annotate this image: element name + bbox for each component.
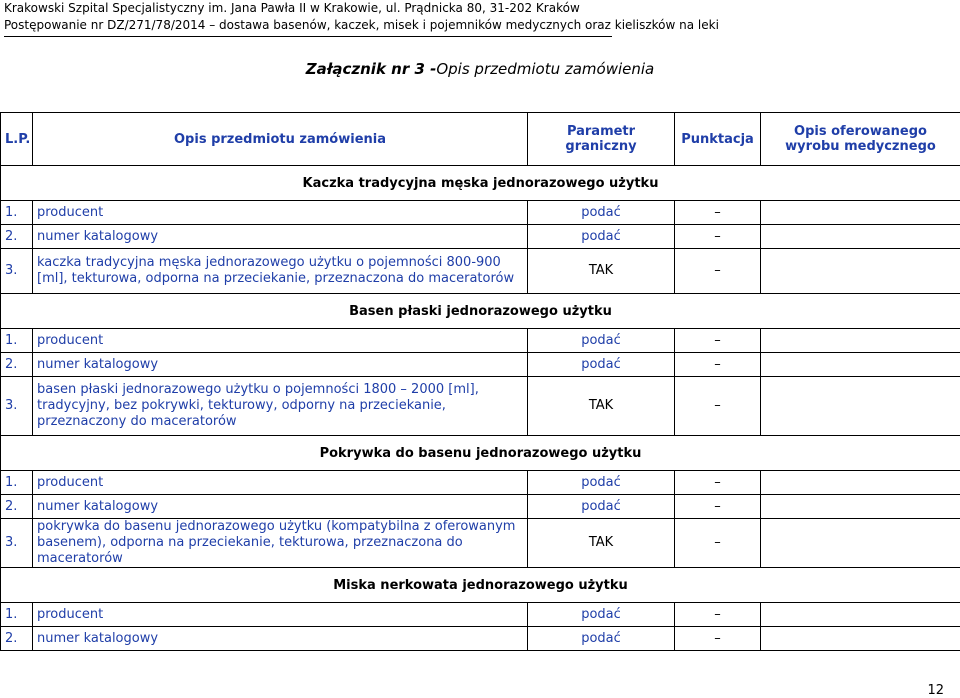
- row-score: –: [675, 603, 761, 627]
- row-description: producent: [33, 603, 528, 627]
- page-title: [0, 60, 960, 78]
- section-row: [1, 568, 960, 603]
- table-row: [1, 249, 960, 294]
- row-offered: [761, 201, 960, 225]
- section-title: Kaczka tradycyjna męska jednorazowego użytku: [1, 166, 960, 201]
- header-line-2: Postępowanie nr DZ/271/78/2014 – dostawa basenów, kaczek, misek i pojemników medycznych oraz kieliszków na leki: [4, 17, 719, 34]
- row-number: 3.: [1, 377, 33, 436]
- row-description: producent: [33, 329, 528, 353]
- row-number: 3.: [1, 519, 33, 568]
- header-parameter: Parametr graniczny: [528, 113, 675, 166]
- table-row: [1, 353, 960, 377]
- row-offered: [761, 225, 960, 249]
- row-number: 2.: [1, 353, 33, 377]
- table-row: [1, 603, 960, 627]
- title-rest: Opis przedmiotu zamówienia: [436, 60, 654, 78]
- section-title: Miska nerkowata jednorazowego użytku: [1, 568, 960, 603]
- row-description: kaczka tradycyjna męska jednorazowego użytku o pojemności 800-900 [ml], tekturowa, odporna na przeciekanie, przeznaczona do maceratorów: [33, 249, 528, 294]
- row-offered: [761, 495, 960, 519]
- row-description: numer katalogowy: [33, 353, 528, 377]
- row-description: producent: [33, 471, 528, 495]
- row-score: –: [675, 353, 761, 377]
- row-offered: [761, 519, 960, 568]
- row-offered: [761, 377, 960, 436]
- row-number: 2.: [1, 627, 33, 651]
- row-number: 2.: [1, 225, 33, 249]
- row-parameter: TAK: [528, 377, 675, 436]
- section-title: Basen płaski jednorazowego użytku: [1, 294, 960, 329]
- row-score: –: [675, 377, 761, 436]
- row-offered: [761, 603, 960, 627]
- specification-table: [0, 112, 960, 651]
- row-parameter: podać: [528, 353, 675, 377]
- header-score: Punktacja: [675, 113, 761, 166]
- header-line-1: Krakowski Szpital Specjalistyczny im. Jana Pawła II w Krakowie, ul. Prądnicka 80, 31-202 Kraków: [4, 0, 719, 17]
- row-description: basen płaski jednorazowego użytku o pojemności 1800 – 2000 [ml], tradycyjny, bez pokrywki, tekturowy, odporny na przeciekanie, przeznaczony do maceratorów: [33, 377, 528, 436]
- row-parameter: podać: [528, 471, 675, 495]
- header-divider: [4, 36, 612, 37]
- row-parameter: podać: [528, 495, 675, 519]
- row-description: numer katalogowy: [33, 627, 528, 651]
- row-score: –: [675, 627, 761, 651]
- section-title: Pokrywka do basenu jednorazowego użytku: [1, 436, 960, 471]
- row-offered: [761, 249, 960, 294]
- row-parameter: podać: [528, 225, 675, 249]
- table-row: [1, 471, 960, 495]
- row-offered: [761, 471, 960, 495]
- row-parameter: podać: [528, 201, 675, 225]
- table-row: [1, 627, 960, 651]
- row-score: –: [675, 495, 761, 519]
- row-offered: [761, 353, 960, 377]
- row-number: 1.: [1, 329, 33, 353]
- row-offered: [761, 627, 960, 651]
- row-number: 3.: [1, 249, 33, 294]
- table-header-row: [1, 113, 960, 166]
- row-description: numer katalogowy: [33, 225, 528, 249]
- row-number: 1.: [1, 603, 33, 627]
- row-offered: [761, 329, 960, 353]
- row-number: 1.: [1, 471, 33, 495]
- table-row: [1, 495, 960, 519]
- row-parameter: TAK: [528, 519, 675, 568]
- section-row: [1, 294, 960, 329]
- row-number: 1.: [1, 201, 33, 225]
- header-description: Opis przedmiotu zamówienia: [33, 113, 528, 166]
- row-score: –: [675, 329, 761, 353]
- table-row: [1, 329, 960, 353]
- row-parameter: podać: [528, 603, 675, 627]
- row-description: producent: [33, 201, 528, 225]
- row-description: numer katalogowy: [33, 495, 528, 519]
- row-parameter: podać: [528, 329, 675, 353]
- row-score: –: [675, 471, 761, 495]
- row-number: 2.: [1, 495, 33, 519]
- section-row: [1, 436, 960, 471]
- row-score: –: [675, 225, 761, 249]
- row-score: –: [675, 201, 761, 225]
- section-row: [1, 166, 960, 201]
- table-row: [1, 519, 960, 568]
- page-number: 12: [927, 683, 944, 698]
- row-parameter: podać: [528, 627, 675, 651]
- title-bold: Załącznik nr 3 -: [306, 60, 437, 78]
- row-parameter: TAK: [528, 249, 675, 294]
- table-row: [1, 225, 960, 249]
- header-lp: L.P.: [1, 113, 33, 166]
- document-header: [4, 0, 719, 34]
- row-score: –: [675, 519, 761, 568]
- table-row: [1, 377, 960, 436]
- header-offered: Opis oferowanego wyrobu medycznego: [761, 113, 960, 166]
- row-score: –: [675, 249, 761, 294]
- table-row: [1, 201, 960, 225]
- row-description: pokrywka do basenu jednorazowego użytku (kompatybilna z oferowanym basenem), odporna na przeciekanie, tekturowa, przeznaczona do maceratorów: [33, 519, 528, 568]
